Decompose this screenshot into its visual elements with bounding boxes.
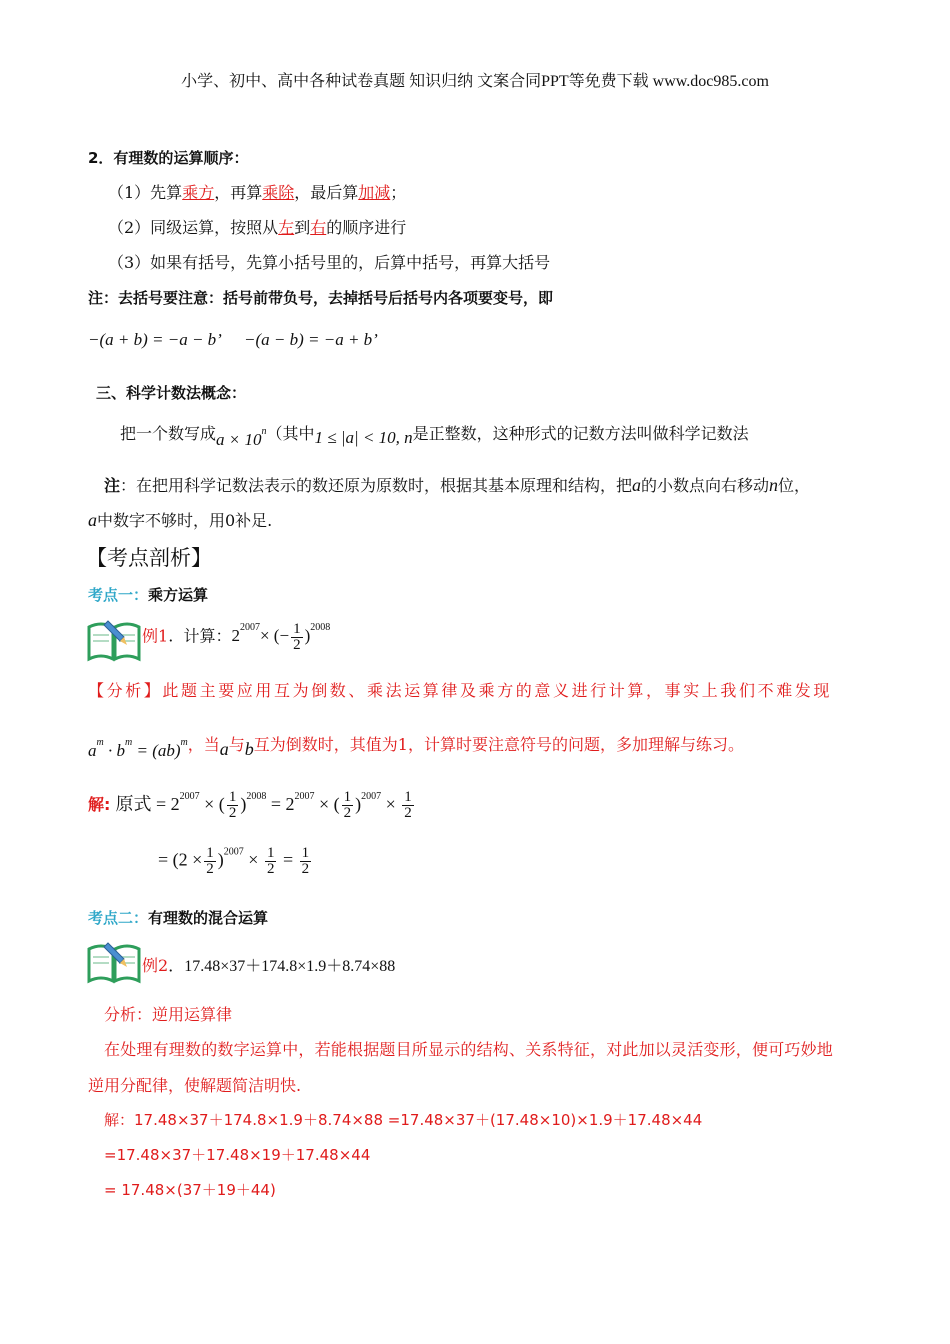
sol-times-3: ×	[381, 794, 401, 814]
bracket-formula-2: −(a − b) = −a + b’	[244, 330, 378, 349]
formula-m3: m	[180, 737, 188, 748]
solution-1	[88, 790, 416, 821]
sol-fraction-5	[265, 846, 277, 877]
rule-1-text2: ，再算	[214, 183, 263, 202]
var-a: a	[632, 475, 642, 495]
formula-b: · b	[103, 741, 125, 760]
sci-def-text: 把一个数写成	[120, 424, 217, 443]
rule-1-text: （1）先算	[108, 183, 183, 202]
bracket-note: 注：去括号要注意：括号前带负号，去掉括号后括号内各项要变号，即	[88, 289, 554, 307]
solution-1-label: 解:	[88, 795, 111, 814]
sol-exp-d: 2007	[361, 791, 382, 802]
rule-1-text3: ，最后算	[294, 183, 359, 202]
solution-1-line2	[158, 846, 313, 877]
sci-def-end: 是正整数，这种形式的记数方法叫做科学记数法	[412, 424, 749, 443]
sol-fraction-3	[402, 790, 414, 821]
sci-note	[104, 473, 810, 496]
sci-def-paren: （其中	[266, 424, 315, 443]
sci-note-text2: 的小数点向右移动	[641, 476, 770, 495]
formula-m2: m	[124, 737, 133, 748]
sol-f4-num: 1	[206, 845, 214, 861]
sol-fraction-1	[227, 790, 239, 821]
sci-note-label: 注	[104, 476, 121, 495]
sol-exp-e: 2007	[223, 846, 244, 858]
analysis-2-label: 分析：逆用运算律	[104, 1005, 233, 1024]
var-n: n	[769, 475, 779, 495]
rule-2-end: 的顺序进行	[326, 218, 407, 237]
sci-note-line2	[88, 508, 272, 531]
sol-close: )	[240, 794, 247, 814]
sol-times-2: × (	[314, 794, 340, 814]
solution-2-line3: = 17.48×(37＋19＋44)	[104, 1181, 276, 1199]
sci-note2-text: 中数字不够时，用0补足.	[97, 511, 273, 530]
sol-f2-den: 2	[343, 805, 352, 822]
formula-rhs: = (ab)	[132, 741, 181, 760]
rule-1-power: 乘方	[182, 183, 215, 202]
analysis-1-line2	[88, 731, 744, 760]
solution-1-text: 原式	[115, 794, 152, 814]
kp1-heading	[88, 584, 208, 605]
analysis-2-paragraph-line2: 逆用分配律，使解题简洁明快.	[88, 1076, 302, 1095]
sol-fraction-6	[300, 846, 312, 877]
analysis-1-when: ，当	[187, 735, 220, 754]
ex1-num: 1	[293, 621, 301, 637]
book-pencil-icon	[86, 617, 142, 663]
example-1-text: 计算：	[183, 626, 232, 646]
section-2-title: 2．有理数的运算顺序：	[88, 149, 249, 167]
rule-2-text: （2）同级运算，按照从	[108, 218, 279, 237]
rule-1	[108, 180, 406, 203]
kp2-label: 考点二：	[88, 909, 149, 927]
var-b: b	[244, 739, 254, 759]
var-a-3: a	[219, 739, 229, 759]
analysis-1-end: 互为倒数时，其值为1，计算时要注意符号的问题，多加理解与练习。	[253, 735, 744, 754]
sol-f3-num: 1	[404, 789, 412, 806]
sol-f6-den: 2	[301, 861, 310, 877]
sol-fraction-4	[204, 846, 216, 877]
sci-note-text: ：在把用科学记数法表示的数还原为原数时，根据其基本原理和结构，把	[120, 476, 633, 495]
rule-2-to: 到	[294, 218, 311, 237]
sol-eq2: = 2	[266, 794, 295, 814]
sol-f1-den: 2	[228, 805, 237, 822]
solution-2-line1: 解：17.48×37＋174.8×1.9＋8.74×88 =17.48×37＋(17.48×10)×1.9＋17.48×44	[104, 1111, 703, 1129]
sci-exponent: n	[261, 426, 267, 437]
rule-1-end: ；	[390, 183, 407, 202]
ex1-fraction	[291, 622, 303, 653]
rule-2-right: 右	[310, 218, 327, 237]
sci-condition: 1 ≤ |a| < 10, n	[314, 428, 413, 447]
sol-line2-a: = (2 ×	[158, 849, 203, 870]
analysis-heading: 【考点剖析】	[86, 546, 212, 570]
rule-2-left: 左	[278, 218, 295, 237]
kp2-heading	[88, 907, 268, 928]
sol-times: × (	[199, 794, 225, 814]
ex1-close: )	[304, 626, 311, 646]
sol-exp-a: 2007	[179, 791, 200, 802]
book-pencil-icon	[86, 939, 142, 985]
example-2-label: 例2	[142, 956, 169, 975]
example-2	[142, 953, 395, 976]
page-header: 小学、初中、高中各种试卷真题 知识归纳 文案合同PPT等免费下载 www.doc985.com	[181, 73, 769, 90]
example-1-dot: .	[168, 626, 174, 646]
ex1-exp2: 2008	[310, 622, 331, 634]
rule-1-muldiv: 乘除	[262, 183, 295, 202]
analysis-1: 【分析】此题主要应用互为倒数、乘法运算律及乘方的意义进行计算，事实上我们不难发现	[88, 681, 833, 700]
analysis-2-paragraph: 在处理有理数的数字运算中，若能根据题目所显示的结构、关系特征，对此加以灵活变形，便可巧妙地	[104, 1040, 834, 1059]
sol-line2-close: )	[217, 849, 224, 870]
ex1-base: 2	[231, 626, 240, 646]
analysis-1-and: 与	[228, 735, 245, 754]
formula-a: a	[88, 741, 97, 760]
formula-m1: m	[96, 737, 104, 748]
var-a-2: a	[88, 510, 97, 530]
kp1-title: 乘方运算	[148, 586, 209, 604]
rule-3: （3）如果有括号，先算小括号里的，后算中括号，再算大括号	[108, 253, 551, 272]
sol-eq1: = 2	[151, 794, 180, 814]
sol-line2-eq: =	[278, 849, 298, 870]
sol-f6-num: 1	[301, 845, 310, 861]
sol-fraction-2	[342, 790, 354, 821]
example-1	[142, 622, 330, 653]
kp2-title: 有理数的混合运算	[148, 909, 269, 927]
rule-2	[108, 215, 406, 238]
solution-2-line2: =17.48×37＋17.48×19＋17.48×44	[104, 1146, 371, 1164]
sol-f1-num: 1	[228, 789, 237, 806]
example-1-label: 例1	[142, 626, 169, 646]
sol-exp-c: 2007	[294, 791, 315, 802]
sol-f2-num: 1	[343, 789, 352, 806]
ex1-mid: × (−	[259, 626, 290, 646]
example-2-text: ．17.48×37＋174.8×1.9＋8.74×88	[168, 958, 396, 975]
sol-close-2: )	[355, 794, 362, 814]
bracket-formula-1: −(a + b) = −a − b’	[88, 330, 222, 349]
rule-1-addsub: 加减	[358, 183, 391, 202]
sol-times-4: ×	[243, 849, 263, 870]
sol-f3-den: 2	[404, 805, 412, 822]
ex1-exp1: 2007	[239, 622, 260, 634]
sol-f5-den: 2	[266, 861, 275, 877]
kp1-label: 考点一：	[88, 586, 149, 604]
ex1-den: 2	[293, 637, 301, 653]
section-3-title: 三、科学计数法概念：	[96, 384, 247, 402]
sci-definition	[120, 420, 749, 449]
sol-exp-b: 2008	[246, 791, 267, 802]
sol-f4-den: 2	[206, 861, 214, 877]
sol-f5-num: 1	[266, 845, 275, 861]
sci-note-text3: 位，	[778, 476, 811, 495]
sci-formula: a × 10	[216, 430, 262, 449]
